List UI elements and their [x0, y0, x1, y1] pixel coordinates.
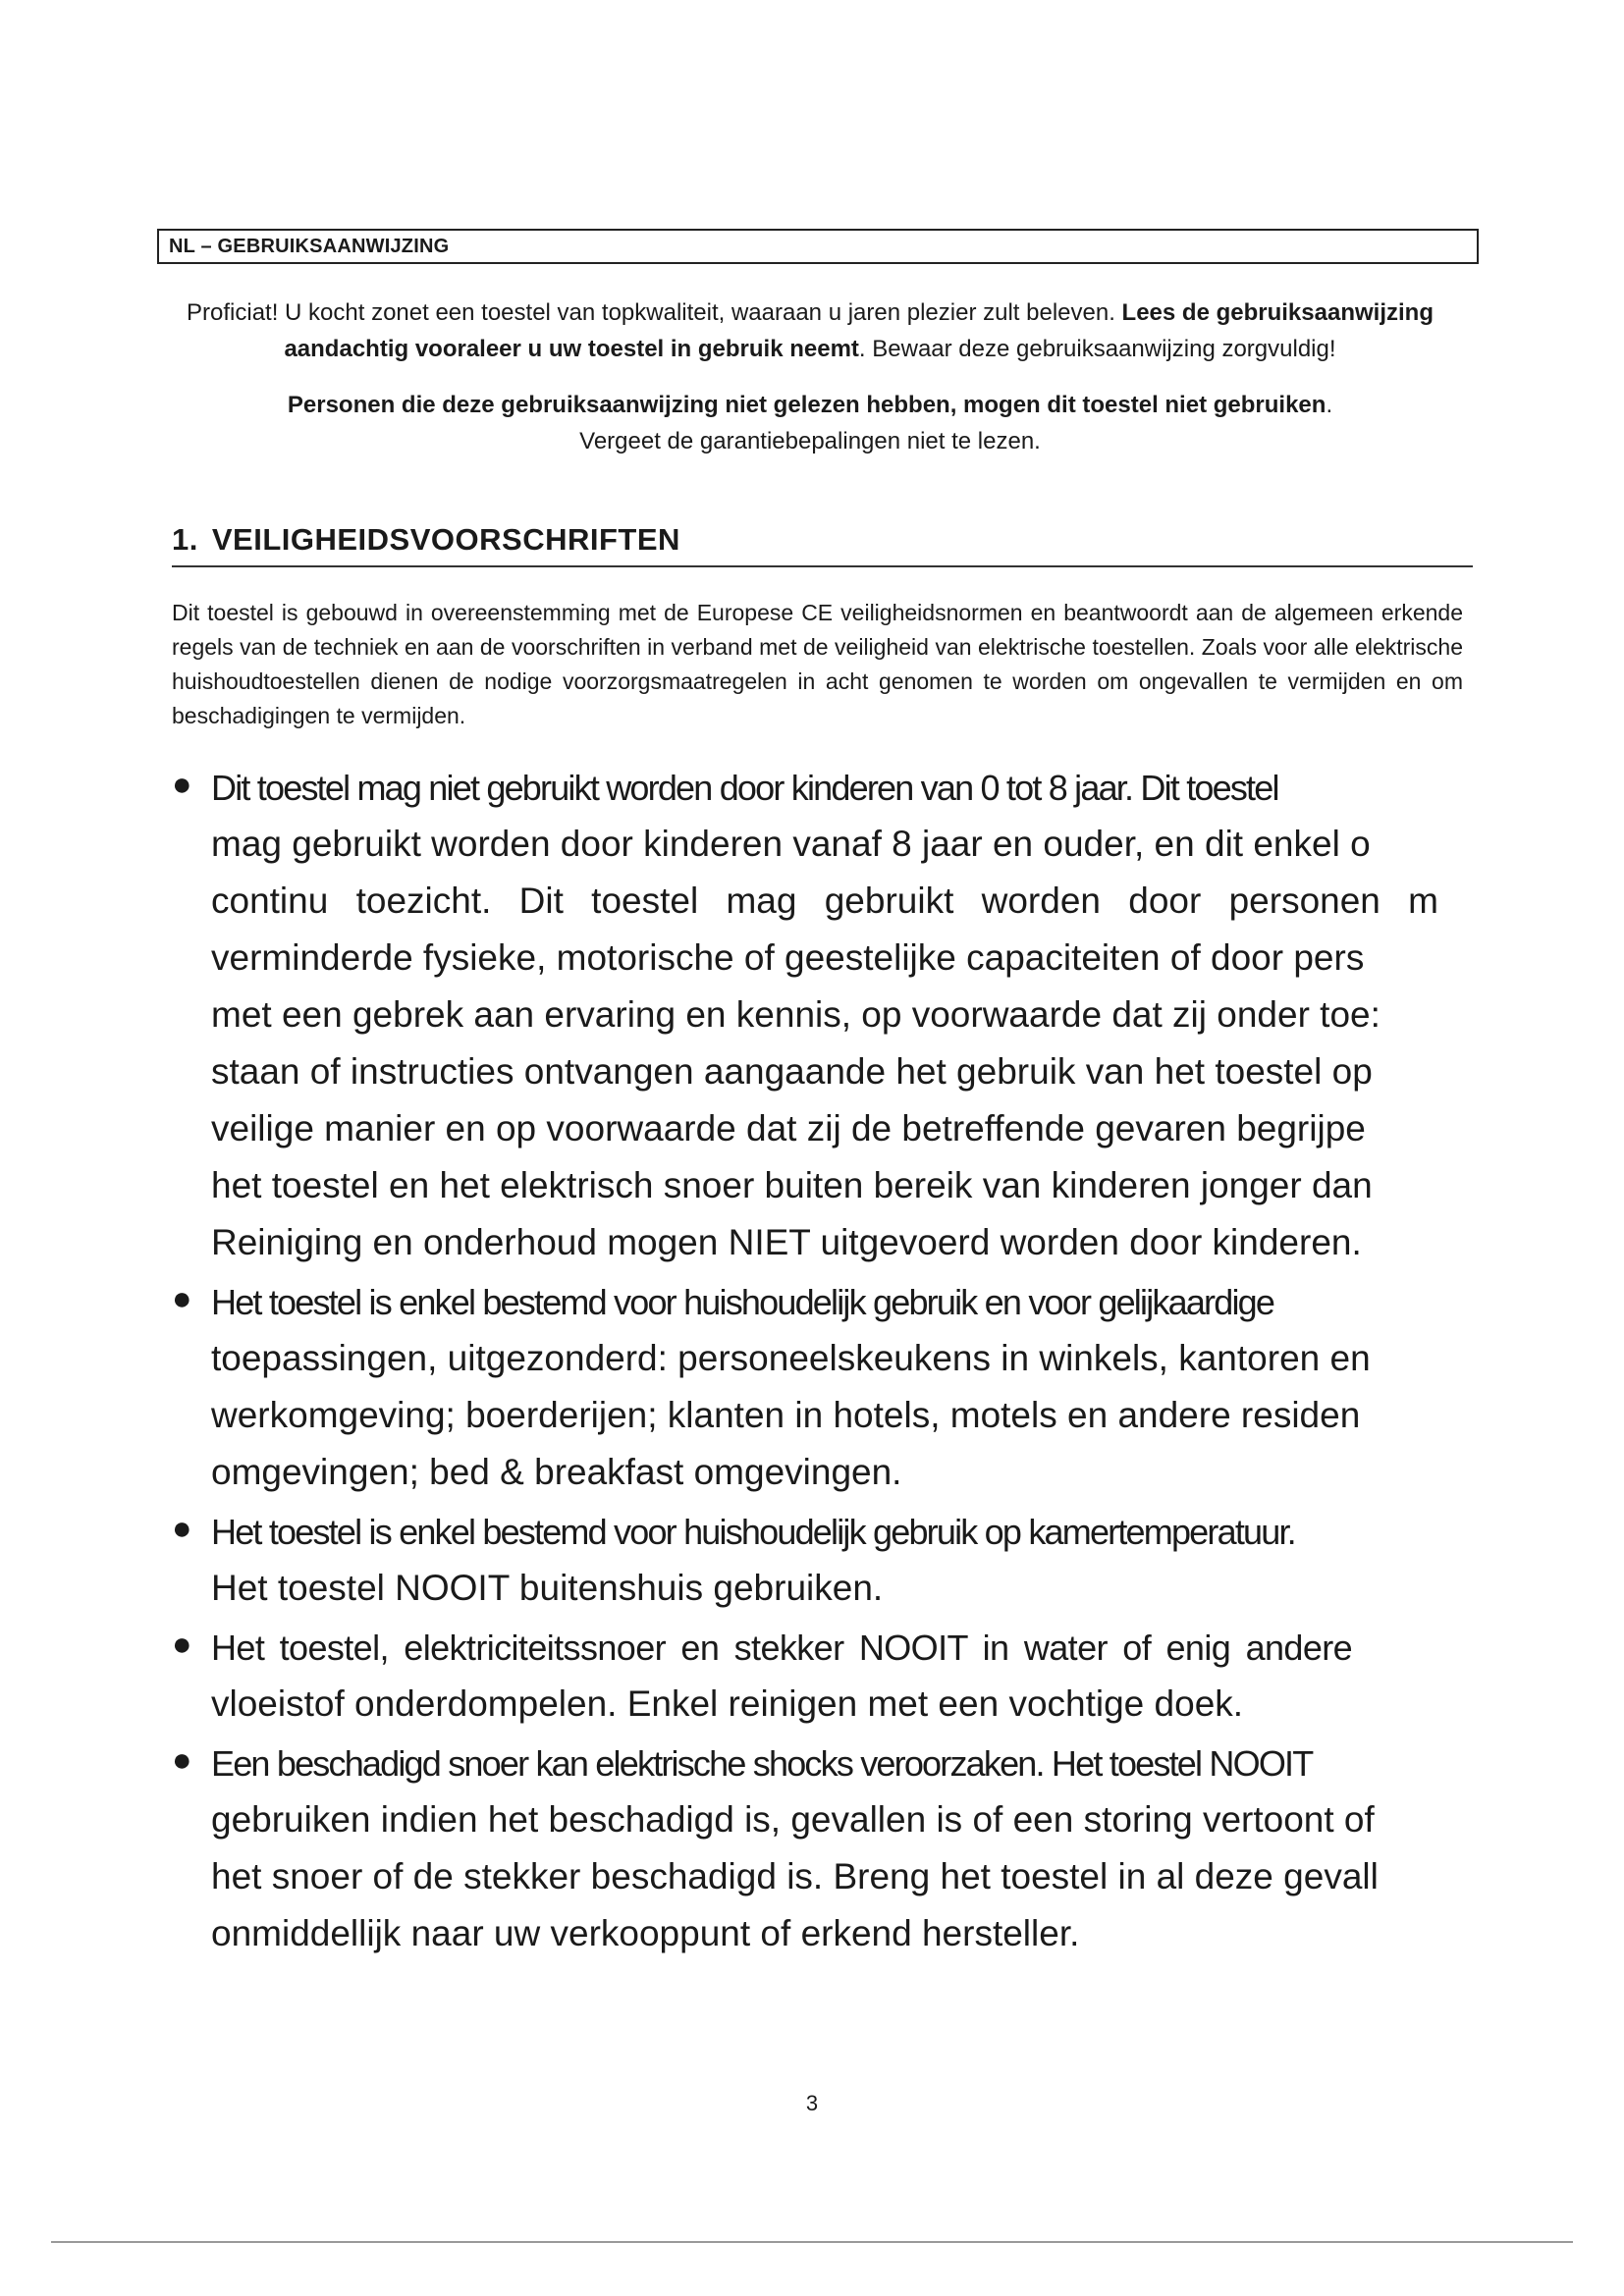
bullet-line: het toestel en het elektrisch snoer buiten bereik van kinderen jonger dan — [211, 1165, 1373, 1205]
bullet-line: gebruiken indien het beschadigd is, gevallen is of een storing vertoont of — [211, 1799, 1375, 1840]
list-item — [172, 761, 1624, 1271]
language-header-title: NL – GEBRUIKSAANWIJZING — [169, 236, 450, 257]
page-number: 3 — [805, 2091, 819, 2115]
bullet-line: toepassingen, uitgezonderd: personeelskeukens in winkels, kantoren en — [211, 1338, 1371, 1378]
bullet-icon: ● — [172, 1741, 192, 1779]
bullet-continuation — [211, 816, 1624, 1271]
bullet-continuation — [211, 1676, 1624, 1733]
intro-paragraph-1 — [167, 294, 1453, 367]
warranty-reminder: Vergeet de garantiebepalingen niet te lezen. — [579, 428, 1041, 454]
bullet-line: verminderde fysieke, motorische of geestelijke capaciteiten of door pers — [211, 937, 1365, 978]
list-item — [172, 1275, 1624, 1501]
section-intro-paragraph: Dit toestel is gebouwd in overeenstemming met de Europese CE veiligheidsnormen en beantwoordt aan de algemeen erkende regels van de techniek en aan de voorschriften in verband met de veiligheid van elektrische toestellen. Zoals voor alle elektrische huishoudtoestellen dienen de nodige voorzorgsmaatregelen in acht genomen te worden om ongevallen te vermijden en om beschadigingen te vermijden. — [172, 600, 1463, 728]
safety-bullet-list — [172, 761, 1624, 1966]
footer-divider — [51, 2241, 1573, 2243]
bullet-line: veilige manier en op voorwaarde dat zij de betreffende gevaren begrijpe — [211, 1108, 1366, 1148]
bullet-first-line: Dit toestel mag niet gebruikt worden door kinderen van 0 tot 8 jaar. Dit toestel — [211, 768, 1278, 808]
bullet-line: onmiddellijk naar uw verkooppunt of erkend hersteller. — [211, 1913, 1080, 1953]
intro-paragraph-2 — [167, 387, 1453, 459]
bullet-line: continu toezicht. Dit toestel mag gebruikt worden door personen m — [211, 881, 1438, 921]
bullet-first-line: Het toestel is enkel bestemd voor huishoudelijk gebruik op kamertemperatuur. — [211, 1512, 1295, 1552]
section-number: 1. — [172, 522, 198, 557]
section-title: VEILIGHEIDSVOORSCHRIFTEN — [211, 522, 680, 557]
bullet-line: Reiniging en onderhoud mogen NIET uitgevoerd worden door kinderen. — [211, 1222, 1362, 1262]
list-item — [172, 1505, 1624, 1617]
intro-text: . Bewaar deze gebruiksaanwijzing zorgvuldig! — [858, 336, 1336, 362]
bullet-first-line: Het toestel, elektriciteitssnoer en stekker NOOIT in water of enig andere — [211, 1628, 1353, 1668]
intro-text: . — [1326, 392, 1333, 418]
list-item — [172, 1621, 1624, 1733]
bullet-icon: ● — [172, 1280, 192, 1317]
intro-bold-text: Lees de gebruiksaanwijzing aandachtig vooraleer u uw toestel in gebruik neemt — [284, 299, 1434, 362]
bullet-line: vloeistof onderdompelen. Enkel reinigen met een vochtige doek. — [211, 1683, 1244, 1724]
bullet-icon: ● — [172, 1510, 192, 1547]
section-heading — [172, 522, 1473, 567]
list-item — [172, 1736, 1624, 1962]
bullet-line: omgevingen; bed & breakfast omgevingen. — [211, 1452, 902, 1492]
bullet-continuation — [211, 1791, 1624, 1962]
bullet-line: met een gebrek aan ervaring en kennis, op voorwaarde dat zij onder toe: — [211, 994, 1380, 1035]
intro-bold-text: Personen die deze gebruiksaanwijzing niet gelezen hebben, mogen dit toestel niet gebruiken — [287, 392, 1326, 418]
bullet-first-line: Een beschadigd snoer kan elektrische shocks veroorzaken. Het toestel NOOIT — [211, 1743, 1313, 1784]
bullet-line: Het toestel NOOIT buitenshuis gebruiken. — [211, 1568, 884, 1608]
intro-text: Proficiat! U kocht zonet een toestel van topkwaliteit, waaraan u jaren plezier zult beleven. — [187, 299, 1122, 326]
bullet-line: werkomgeving; boerderijen; klanten in hotels, motels en andere residen — [211, 1395, 1361, 1435]
intro-block — [167, 294, 1453, 459]
bullet-continuation — [211, 1330, 1624, 1501]
bullet-icon: ● — [172, 766, 192, 803]
language-header — [157, 229, 1479, 264]
bullet-first-line: Het toestel is enkel bestemd voor huishoudelijk gebruik en voor gelijkaardige — [211, 1282, 1274, 1322]
bullet-line: mag gebruikt worden door kinderen vanaf 8 jaar en ouder, en dit enkel o — [211, 824, 1371, 864]
bullet-line: het snoer of de stekker beschadigd is. Breng het toestel in al deze gevall — [211, 1856, 1379, 1896]
bullet-line: staan of instructies ontvangen aangaande het gebruik van het toestel op — [211, 1051, 1373, 1092]
bullet-icon: ● — [172, 1626, 192, 1663]
bullet-continuation — [211, 1560, 1624, 1617]
